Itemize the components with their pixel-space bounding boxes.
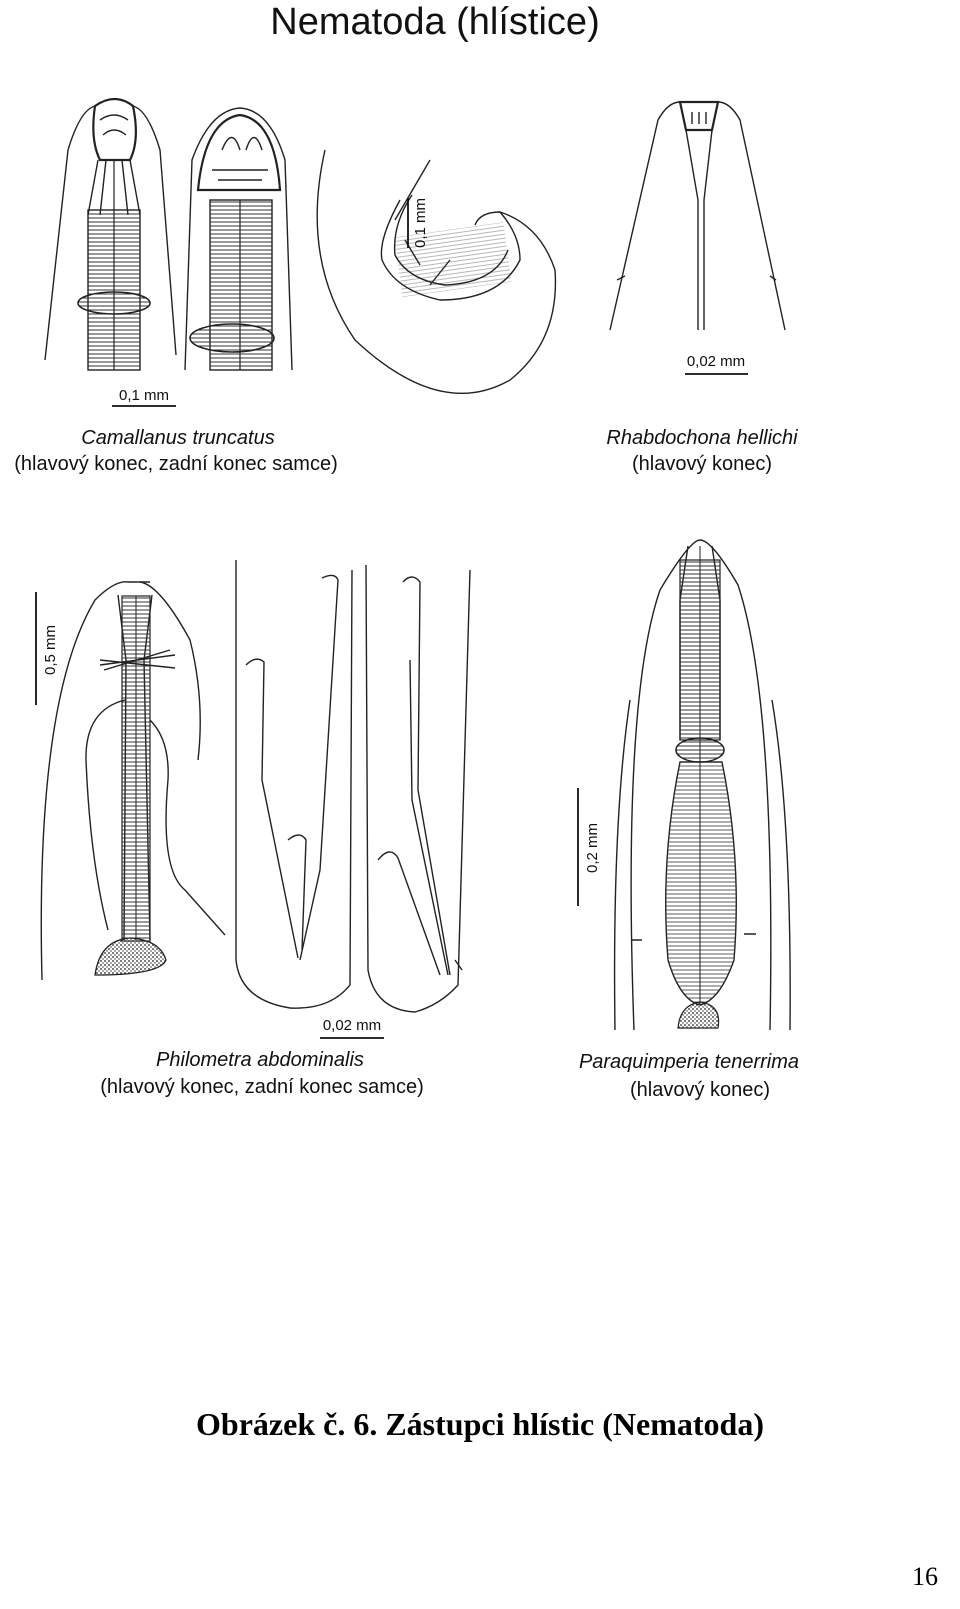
camallanus-head-2-drawing (185, 108, 292, 370)
scale-bar-label: 0,5 mm (42, 624, 59, 676)
paraquimperia-head-drawing (615, 540, 791, 1030)
species-name: Philometra abdominalis (156, 1049, 364, 1071)
scale-bar-label: 0,1 mm (412, 197, 429, 249)
species-name: Rhabdochona hellichi (606, 427, 798, 449)
scale-bar-label: 0,02 mm (686, 353, 746, 370)
figure-note: (hlavový konec) (629, 1079, 771, 1101)
rhabdochona-head-drawing (610, 102, 785, 330)
figure-note: (hlavový konec, zadní konec samce) (100, 1076, 424, 1098)
camallanus-male-tail-drawing (317, 150, 555, 393)
scale-bar-label: 0,02 mm (322, 1017, 382, 1034)
scale-bar-label: 0,2 mm (584, 822, 601, 874)
figure-note: (hlavový konec) (631, 453, 773, 475)
philometra-tail-2-drawing (366, 565, 470, 1012)
species-name: Paraquimperia tenerrima (578, 1051, 800, 1073)
page-number: 16 (912, 1562, 938, 1591)
figure-note: (hlavový konec, zadní konec samce) (14, 453, 338, 475)
philometra-head-drawing (41, 582, 225, 980)
figure-caption: Obrázek č. 6. Zástupci hlístic (Nematoda) (196, 1406, 764, 1442)
philometra-tail-1-drawing (236, 560, 352, 1008)
page-title: Nematoda (hlístice) (270, 1, 600, 43)
species-name: Camallanus truncatus (81, 427, 275, 449)
camallanus-head-1-drawing (45, 99, 176, 370)
scale-bar-label: 0,1 mm (118, 387, 170, 404)
